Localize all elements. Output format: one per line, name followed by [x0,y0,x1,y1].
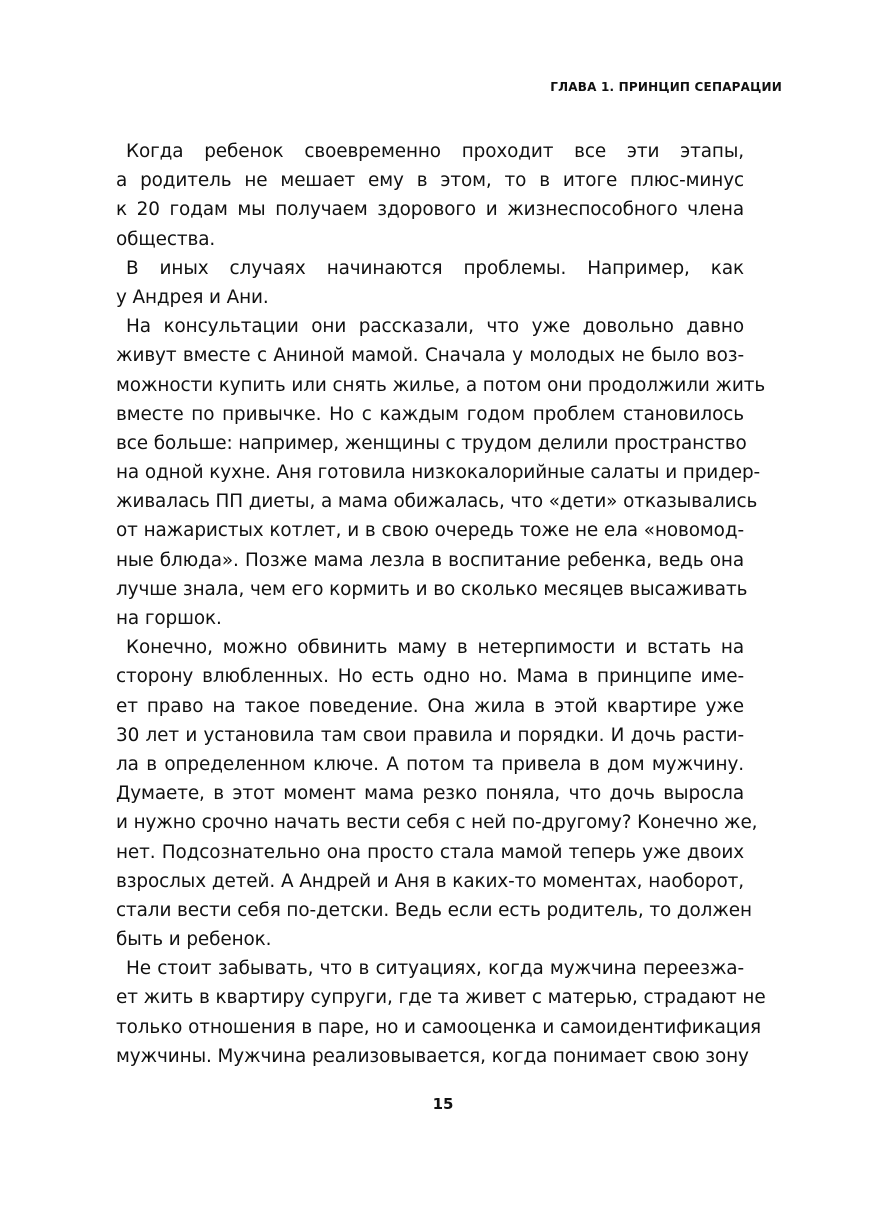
text-line: сторону влюбленных. Но есть одно но. Мама в принципе име- [116,666,744,688]
text-line: мужчины. Мужчина реализовывается, когда понимает свою зону [116,1045,749,1067]
text-line: На консультации они рассказали, что уже довольно давно [126,316,744,338]
paragraph [116,633,758,954]
text-line: у Андрея и Ани. [116,286,269,308]
text-line: Конечно, можно обвинить маму в нетерпимости и встать на [126,637,744,659]
text-line: быть и ребенок. [116,929,272,951]
text-line: ет право на такое поведение. Она жила в этой квартире уже [116,695,744,717]
text-line: к 20 годам мы получаем здорового и жизнеспособного члена [116,199,744,221]
text-line: взрослых детей. А Андрей и Аня в каких-то моментах, наоборот, [116,870,744,892]
text-line: и нужно срочно начать вести себя с ней по-другому? Конечно же, [116,812,758,834]
text-line: В иных случаях начинаются проблемы. Например, как [126,257,744,279]
text-line: Когда ребенок своевременно проходит все эти этапы, [126,141,744,162]
text-line: Думаете, в этот момент мама резко поняла, что дочь выросла [116,783,744,805]
text-line: на одной кухне. Аня готовила низкокалорийные салаты и придер- [116,462,761,484]
text-line: стали вести себя по-детски. Ведь если есть родитель, то должен [116,899,752,921]
page-body [116,137,766,1071]
text-line: вместе по привычке. Но с каждым годом проблем становилось [116,403,744,425]
running-header: ГЛАВА 1. ПРИНЦИП СЕПАРАЦИИ [550,80,782,94]
paragraph [116,312,766,633]
text-line: только отношения в паре, но и самооценка и самоидентификация [116,1016,762,1038]
text-line: общества. [116,228,216,250]
text-line: ет жить в квартиру супруги, где та живет с матерью, страдают не [116,987,766,1009]
text-line: ные блюда». Позже мама лезла в воспитание ребенка, ведь она [116,549,744,571]
text-line: 30 лет и установила там свои правила и порядки. И дочь расти- [116,724,744,746]
text-line: а родитель не мешает ему в этом, то в итоге плюс-минус [116,170,744,192]
text-line: живут вместе с Аниной мамой. Сначала у молодых не было воз- [116,345,744,367]
text-line: нет. Подсознательно она просто стала мамой теперь уже двоих [116,841,744,863]
paragraph [116,254,744,312]
page-number: 15 [432,1095,454,1113]
paragraph [116,954,766,1071]
paragraph [116,137,744,254]
text-line: от нажаристых котлет, и в свою очередь тоже не ела «новомод- [116,520,744,542]
text-line: лучше знала, чем его кормить и во сколько месяцев высаживать [116,578,748,600]
text-line: все больше: например, женщины с трудом делили пространство [116,432,747,454]
text-line: на горшок. [116,608,222,629]
text-line: живалась ПП диеты, а мама обижалась, что «дети» отказывались [116,491,758,513]
text-line: ла в определенном ключе. А потом та привела в дом мужчину. [116,753,744,775]
text-line: можности купить или снять жилье, а потом они продолжили жить [116,374,766,396]
text-line: Не стоит забывать, что в ситуациях, когда мужчина переезжа- [126,958,744,980]
